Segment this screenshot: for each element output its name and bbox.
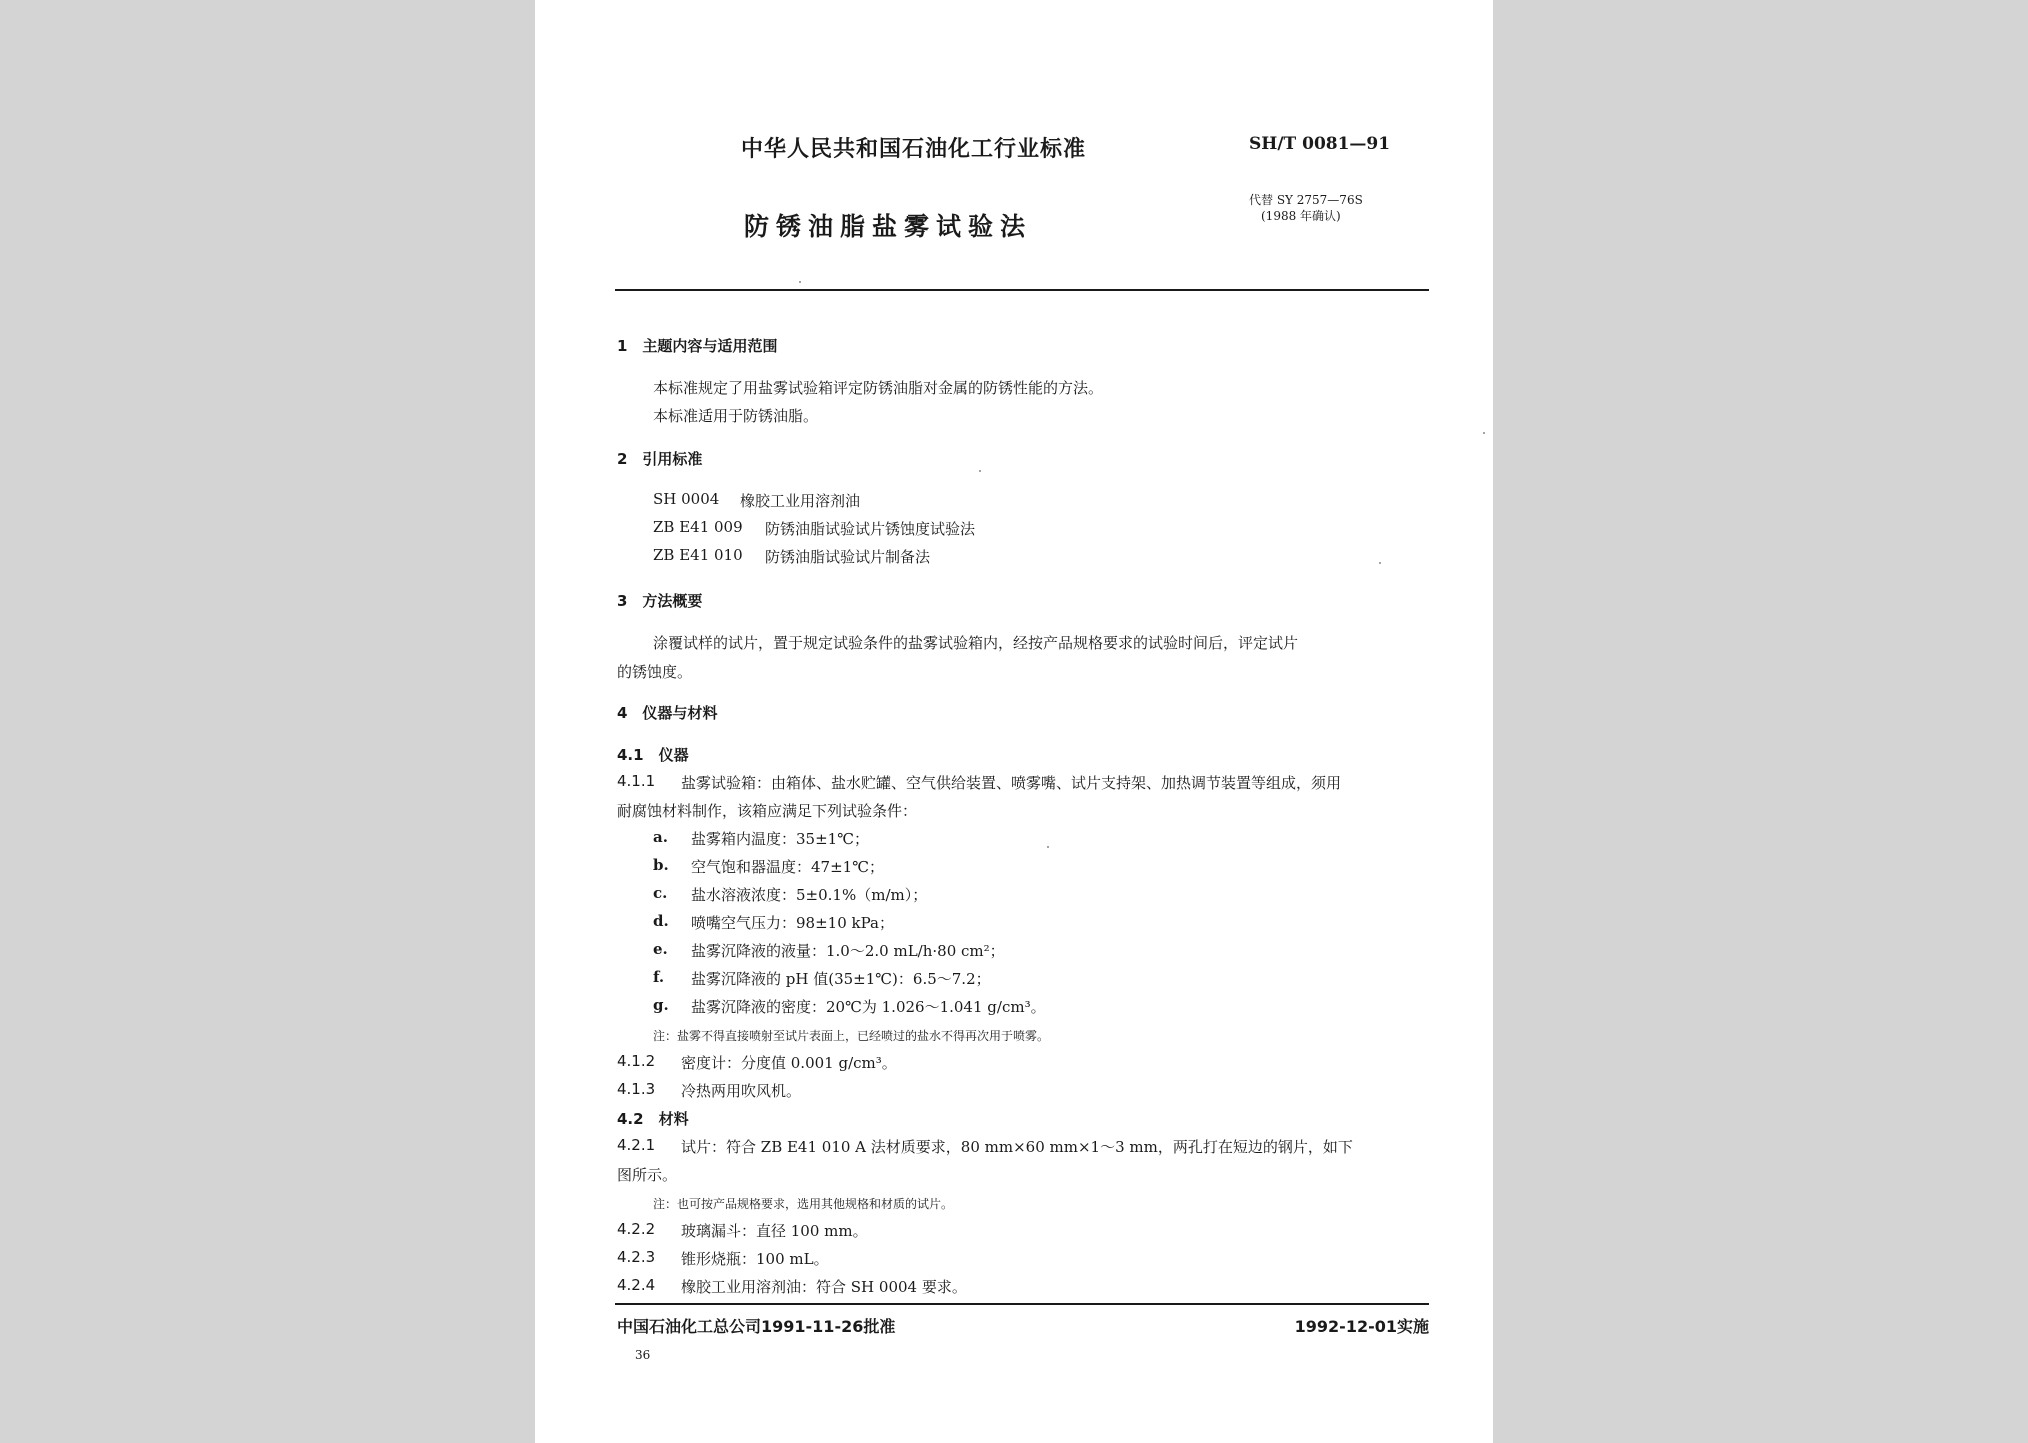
section-3-heading: 3 方法概要	[617, 592, 703, 610]
clause-4-2-3-number: 4.2.3	[617, 1248, 656, 1266]
condition-d-text: 喷嘴空气压力：98±10 kPa；	[691, 914, 894, 932]
scan-speck	[799, 281, 801, 283]
header-divider	[615, 289, 1429, 291]
scan-speck	[1047, 846, 1049, 848]
section-3-paragraph-cont: 的锈蚀度。	[617, 663, 693, 681]
reference-1-name: 橡胶工业用溶剂油	[740, 492, 861, 510]
subsection-4-2-heading: 4.2 材料	[617, 1110, 689, 1128]
clause-4-1-2-number: 4.1.2	[617, 1052, 656, 1070]
document-page	[535, 0, 1493, 1443]
document-title: 防锈油脂盐雾试验法	[744, 212, 1033, 241]
effective-date: 1992-12-01实施	[1294, 1317, 1429, 1336]
reference-3-name: 防锈油脂试验试片制备法	[765, 548, 931, 566]
condition-c-label: c.	[653, 884, 668, 902]
page-number: 36	[635, 1348, 651, 1362]
condition-a-label: a.	[653, 828, 668, 846]
reference-2-name: 防锈油脂试验试片锈蚀度试验法	[765, 520, 976, 538]
clause-4-2-1-text: 试片：符合 ZB E41 010 A 法材质要求，80 mm×60 mm×1～3 mm，两孔打在短边的钢片，如下	[681, 1138, 1353, 1156]
clause-4-1-3-number: 4.1.3	[617, 1080, 656, 1098]
clause-4-1-1-text-cont: 耐腐蚀材料制作，该箱应满足下列试验条件：	[617, 802, 918, 820]
condition-e-label: e.	[653, 940, 668, 958]
replaces-note: 代替 SY 2757—76S	[1249, 193, 1363, 207]
section-1-heading: 1 主题内容与适用范围	[617, 337, 778, 355]
reference-2-code: ZB E41 009	[653, 518, 743, 536]
condition-f-text: 盐雾沉降液的 pH 值(35±1℃)：6.5～7.2；	[691, 970, 991, 988]
condition-a-text: 盐雾箱内温度：35±1℃；	[691, 830, 869, 848]
clause-4-2-3-text: 锥形烧瓶：100 mL。	[681, 1250, 829, 1268]
note-1: 注：盐雾不得直接喷射至试片表面上，已经喷过的盐水不得再次用于喷雾。	[653, 1029, 1050, 1043]
condition-e-text: 盐雾沉降液的液量：1.0～2.0 mL/h·80 cm²；	[691, 942, 1005, 960]
confirmed-note: (1988 年确认)	[1261, 209, 1341, 223]
approval-line: 中国石油化工总公司1991-11-26批准	[617, 1317, 896, 1336]
note-2: 注：也可按产品规格要求，选用其他规格和材质的试片。	[653, 1197, 954, 1211]
condition-c-text: 盐水溶液浓度：5±0.1%（m/m）；	[691, 886, 928, 904]
clause-4-1-3-text: 冷热两用吹风机。	[681, 1082, 802, 1100]
condition-g-label: g.	[653, 996, 669, 1014]
clause-4-2-4-text: 橡胶工业用溶剂油：符合 SH 0004 要求。	[681, 1278, 967, 1296]
section-3-paragraph: 涂覆试样的试片，置于规定试验条件的盐雾试验箱内，经按产品规格要求的试验时间后，评定试片	[653, 634, 1299, 652]
reference-3-code: ZB E41 010	[653, 546, 743, 564]
subsection-4-1-heading: 4.1 仪器	[617, 746, 689, 764]
standard-code: SH/T 0081—91	[1249, 134, 1391, 154]
clause-4-1-1-text: 盐雾试验箱：由箱体、盐水贮罐、空气供给装置、喷雾嘴、试片支持架、加热调节装置等组成，须用	[681, 774, 1342, 792]
condition-b-label: b.	[653, 856, 669, 874]
clause-4-2-1-text-cont: 图所示。	[617, 1166, 678, 1184]
clause-4-2-1-number: 4.2.1	[617, 1136, 656, 1154]
clause-4-1-1-number: 4.1.1	[617, 772, 656, 790]
condition-b-text: 空气饱和器温度：47±1℃；	[691, 858, 884, 876]
reference-1-code: SH 0004	[653, 490, 720, 508]
scan-speck	[1483, 432, 1485, 434]
clause-4-2-2-text: 玻璃漏斗：直径 100 mm。	[681, 1222, 868, 1240]
footer-divider	[615, 1303, 1429, 1305]
section-4-heading: 4 仪器与材料	[617, 704, 718, 722]
scan-speck	[979, 470, 981, 472]
issuing-authority: 中华人民共和国石油化工行业标准	[741, 137, 1087, 162]
clause-4-1-2-text: 密度计：分度值 0.001 g/cm³。	[681, 1054, 897, 1072]
section-1-paragraph-1: 本标准规定了用盐雾试验箱评定防锈油脂对金属的防锈性能的方法。	[653, 379, 1104, 397]
condition-g-text: 盐雾沉降液的密度：20℃为 1.026～1.041 g/cm³。	[691, 998, 1046, 1016]
section-1-paragraph-2: 本标准适用于防锈油脂。	[653, 407, 819, 425]
condition-f-label: f.	[653, 968, 665, 986]
section-2-heading: 2 引用标准	[617, 450, 703, 468]
clause-4-2-2-number: 4.2.2	[617, 1220, 656, 1238]
clause-4-2-4-number: 4.2.4	[617, 1276, 656, 1294]
condition-d-label: d.	[653, 912, 669, 930]
scan-speck	[1379, 562, 1381, 564]
